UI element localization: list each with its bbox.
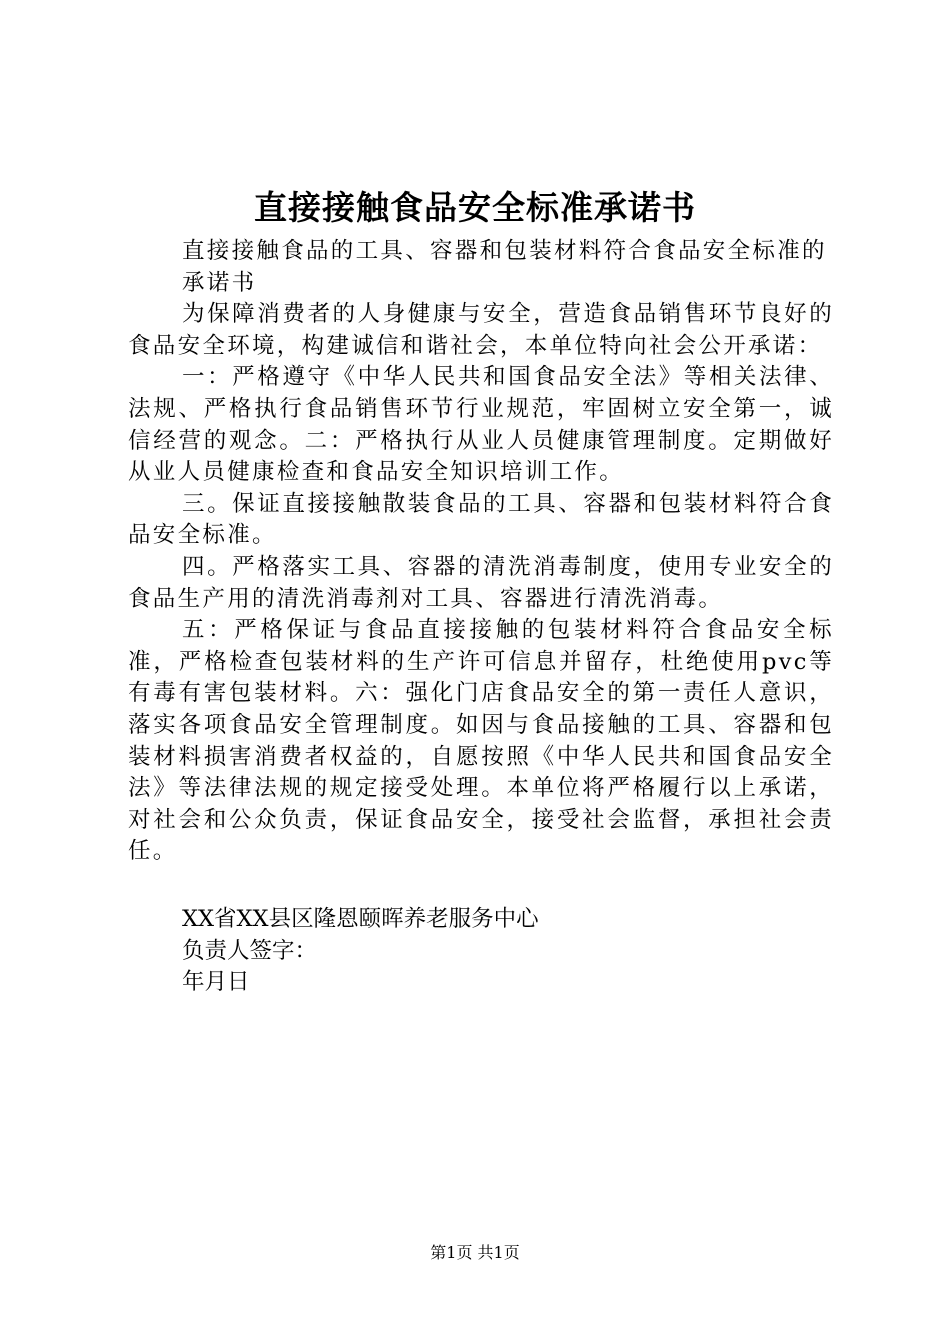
date-label: 年月日 [182, 969, 250, 996]
paragraph-heading-line: 直接接触食品的工具、容器和包装材料符合食品安全标准的 [182, 238, 827, 264]
page-footer: 第1页 共1页 [430, 1243, 520, 1262]
paragraph-heading-suffix: 承诺书 [182, 269, 257, 296]
paragraph-commitment-1-2: 一：严格遵守《中华人民共和国食品安全法》等相关法律、法规、严格执行食品销售环节行业规范，牢固树立安全第一，诚信经营的观念。二：严格执行从业人员健康管理制度。定期做好从业人员健康检查和食品安全知识培训工作。 [128, 364, 834, 486]
signature-block [182, 904, 539, 999]
paragraph-commitment-4: 四。严格落实工具、容器的清洗消毒制度，使用专业安全的食品生产用的清洗消毒剂对工具、容器进行清洗消毒。 [128, 553, 834, 612]
document-body [128, 236, 834, 868]
signer-label: 负责人签字： [182, 937, 318, 964]
document-title: 直接接触食品安全标准承诺书 [254, 188, 696, 227]
organization-name: XX省XX县区隆恩颐晖养老服务中心 [182, 906, 539, 932]
paragraph-commitment-3: 三。保证直接接触散装食品的工具、容器和包装材料符合食品安全标准。 [128, 490, 834, 549]
paragraph-commitment-5-6: 五：严格保证与食品直接接触的包装材料符合食品安全标准，严格检查包装材料的生产许可信息并留存，杜绝使用pvc等有毒有害包装材料。六：强化门店食品安全的第一责任人意识，落实各项食品安全管理制度。如因与食品接触的工具、容器和包装材料损害消费者权益的，自愿按照《中华人民共和国食品安全法》等法律法规的规定接受处理。本单位将严格履行以上承诺，对社会和公众负责，保证食品安全，接受社会监督，承担社会责任。 [128, 617, 834, 865]
paragraph-intro: 为保障消费者的人身健康与安全，营造食品销售环节良好的食品安全环境，构建诚信和谐社会，本单位特向社会公开承诺： [128, 301, 834, 359]
